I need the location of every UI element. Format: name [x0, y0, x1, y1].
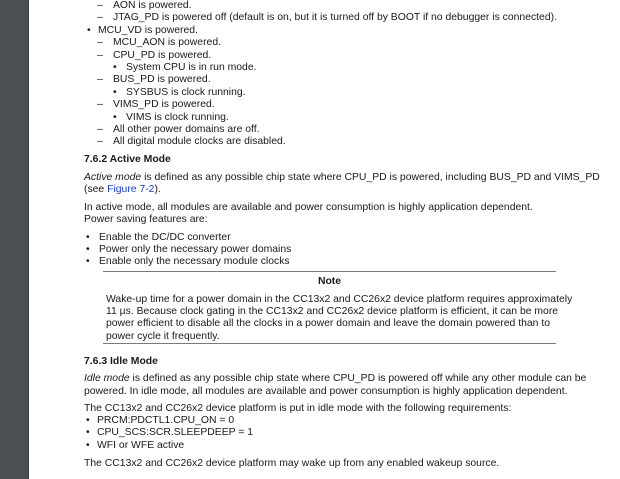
term-idle-mode: Idle mode	[84, 373, 130, 384]
note-top-rule	[103, 271, 556, 272]
bullet-marker: •	[113, 86, 117, 98]
idle-mode-definition: is defined as any possible chip state where CPU_PD is powered off while any other module can be	[129, 373, 587, 384]
figure-7-2-link[interactable]: Figure 7-2	[107, 184, 155, 195]
section-heading-active-mode: 7.6.2 Active Mode	[84, 154, 171, 165]
list-item: System CPU is in run mode.	[126, 62, 257, 73]
bullet-marker: •	[86, 232, 90, 243]
feature-item: Power only the necessary power domains	[99, 244, 292, 256]
text-see: (see	[84, 184, 108, 195]
note-bottom-rule	[103, 343, 556, 344]
active-mode-paragraph-line2	[84, 184, 161, 196]
active-mode-paragraph2-line2: Power saving features are:	[84, 214, 208, 225]
list-item: MCU_AON is powered.	[113, 37, 221, 49]
feature-item: Enable the DC/DC converter	[99, 232, 231, 243]
bullet-marker: •	[113, 62, 117, 73]
dash-marker: –	[97, 0, 103, 11]
note-line: power cycle it frequently.	[106, 330, 220, 342]
dash-marker: –	[97, 49, 103, 61]
note-title: Note	[317, 276, 342, 287]
list-item: AON is powered.	[113, 0, 192, 11]
list-item: VIMS_PD is powered.	[113, 99, 215, 111]
idle-mode-paragraph3: The CC13x2 and CC26x2 device platform may wake up from any enabled wakeup source.	[84, 458, 500, 469]
note-line: power efficient to disable all the clocks in a power domain and leave the domain powered than to	[106, 318, 550, 330]
idle-mode-paragraph-line1	[84, 373, 586, 385]
idle-mode-paragraph2: The CC13x2 and CC26x2 device platform is put in idle mode with the following requirements:	[84, 403, 512, 414]
dash-marker: –	[97, 12, 103, 24]
requirement-item: PRCM:PDCTL1.CPU_ON = 0	[97, 415, 235, 426]
bullet-marker: •	[87, 24, 91, 36]
list-item: All digital module clocks are disabled.	[113, 136, 286, 148]
term-active-mode: Active mode	[84, 172, 142, 183]
list-item: SYSBUS is clock running.	[126, 86, 246, 98]
bullet-marker: •	[86, 256, 90, 268]
list-item: BUS_PD is powered.	[113, 74, 211, 86]
dash-marker: –	[97, 37, 103, 49]
list-item: All other power domains are off.	[113, 124, 260, 135]
requirement-item: CPU_SCS:SCR.SLEEPDEEP = 1	[97, 427, 254, 439]
bullet-marker: •	[86, 415, 90, 426]
dash-marker: –	[97, 99, 103, 111]
list-item: VIMS is clock running.	[126, 111, 229, 123]
viewer-sidebar	[0, 0, 29, 479]
idle-mode-paragraph-line2: powered. In idle mode, all modules are available and power consumption is highly application dependent.	[84, 386, 568, 397]
requirement-item: WFI or WFE active	[97, 439, 185, 451]
dash-marker: –	[97, 74, 103, 86]
text-close-paren: ).	[154, 184, 161, 195]
active-mode-paragraph-line1	[84, 172, 600, 184]
note-line: 11 µs. Because clock gating in the CC13x2 and CC26x2 device platform is efficient, it can be more	[106, 306, 559, 318]
note-line: Wake-up time for a power domain in the CC13x2 and CC26x2 device platform requires approximately	[106, 294, 573, 305]
list-item: MCU_VD is powered.	[98, 24, 198, 36]
bullet-marker: •	[86, 439, 90, 451]
active-mode-paragraph2-line1: In active mode, all modules are available and power consumption is highly application dependent.	[84, 202, 533, 213]
bullet-marker: •	[86, 427, 90, 439]
dash-marker: –	[97, 136, 103, 148]
list-item: CPU_PD is powered.	[113, 49, 212, 61]
dash-marker: –	[97, 124, 103, 135]
active-mode-definition: is defined as any possible chip state where CPU_PD is powered, including BUS_PD and VIMS_PD	[141, 172, 600, 183]
feature-item: Enable only the necessary module clocks	[99, 256, 290, 268]
list-item: JTAG_PD is powered off (default is on, but it is turned off by BOOT if no debugger is connected).	[113, 12, 557, 24]
bullet-marker: •	[86, 244, 90, 256]
section-heading-idle-mode: 7.6.3 Idle Mode	[84, 356, 158, 367]
bullet-marker: •	[113, 111, 117, 123]
